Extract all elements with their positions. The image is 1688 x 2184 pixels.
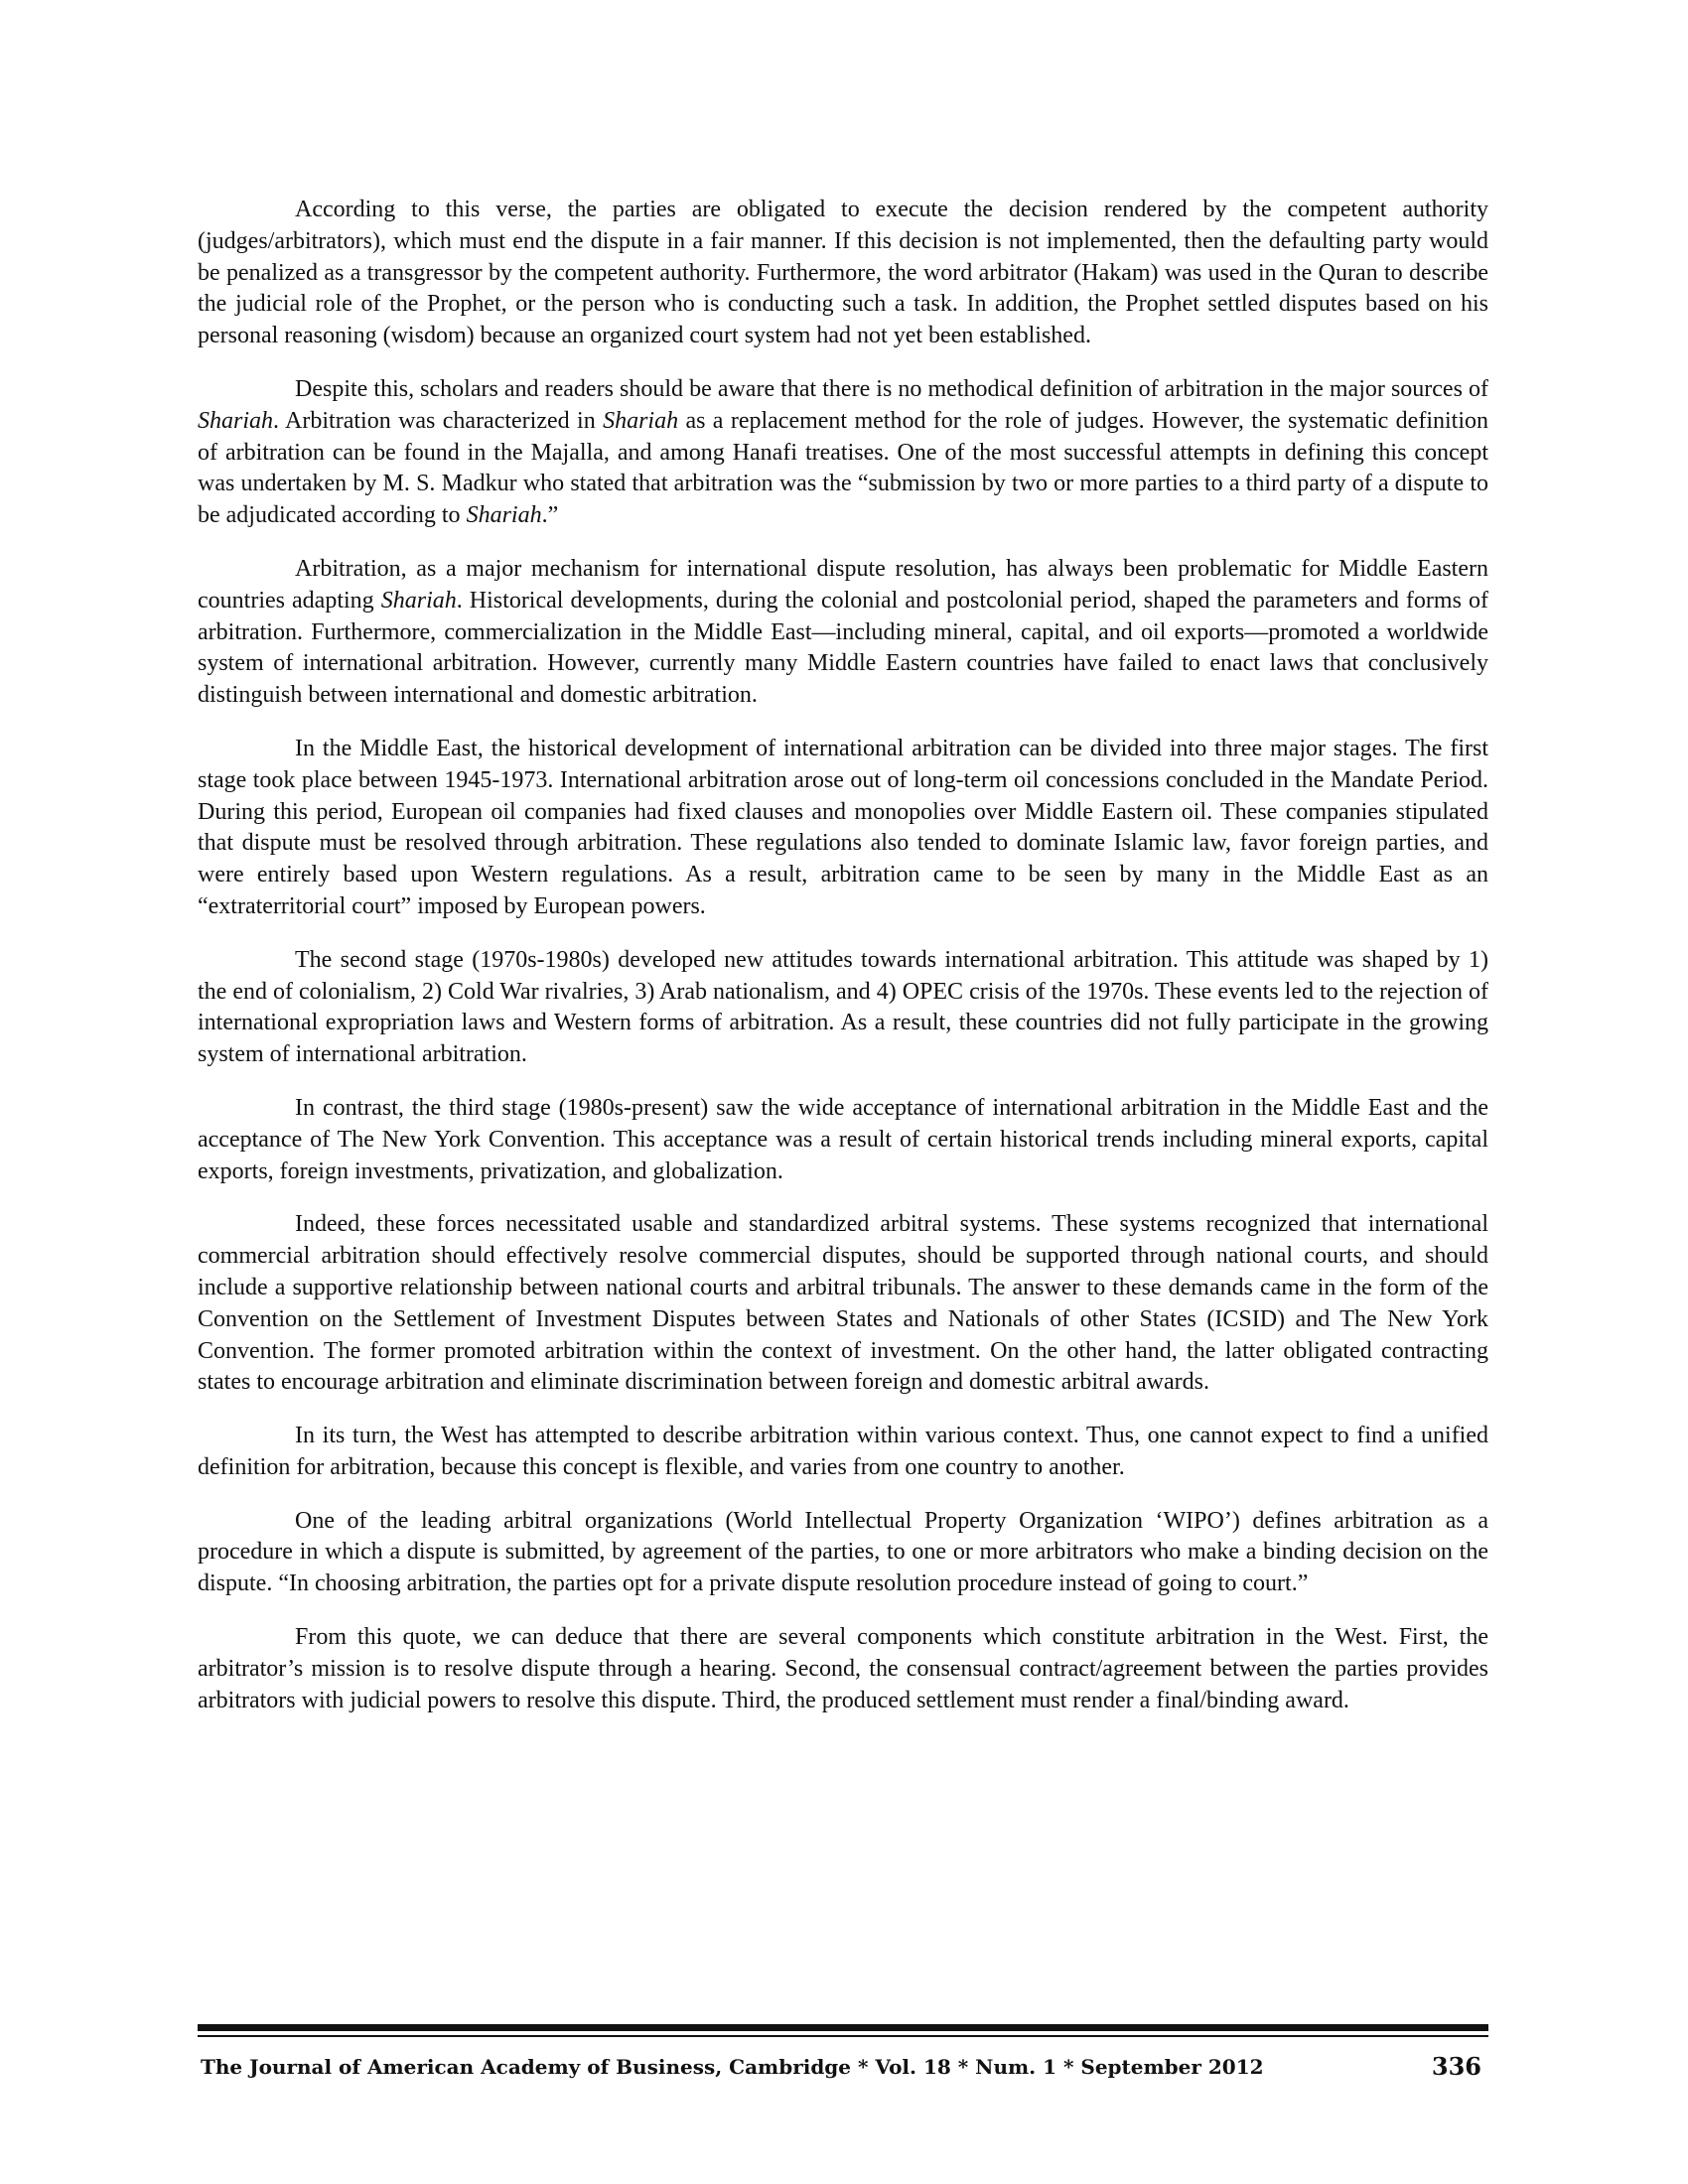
paragraph: According to this verse, the parties are obligated to execute the decision rendered by the competent authority (judges/arbitrators), which must end the dispute in a fair manner. If this decision is not implemented, then the defaulting party would be penalized as a transgressor by the competent authority. Furthermore, the word arbitrator (Hakam) was used in the Quran to describe the judicial role of the Prophet, or the person who is conducting such a task. In addition, the Prophet settled disputes based on his personal reasoning (wisdom) because an organized court system had not yet been established. (198, 197, 1488, 349)
paragraph: The second stage (1970s-1980s) developed new attitudes towards international arbitration. This attitude was shaped by 1) the end of colonialism, 2) Cold War rivalries, 3) Arab nationalism, and 4) OPEC crisis of the 1970s. These events led to the rejection of international expropriation laws and Western forms of arbitration. As a result, these countries did not fully participate in the growing system of international arbitration. (198, 946, 1488, 1068)
page-body (198, 195, 1488, 1738)
paragraph: In the Middle East, the historical development of international arbitration can be divided into three major stages. The first stage took place between 1945-1973. International arbitration arose out of long-term oil concessions concluded in the Mandate Period. During this period, European oil companies had fixed clauses and monopolies over Middle Eastern oil. These companies stipulated that dispute must be resolved through arbitration. These regulations also tended to dominate Islamic law, favor foreign parties, and were entirely based upon Western regulations. As a result, arbitration came to be seen by many in the Middle East as an “extraterritorial court” imposed by European powers. (198, 735, 1488, 919)
paragraph: One of the leading arbitral organizations (World Intellectual Property Organization ‘WIPO’) defines arbitration as a procedure in which a dispute is submitted, by agreement of the parties, to one or more arbitrators who make a binding decision on the dispute. “In choosing arbitration, the parties opt for a private dispute resolution procedure instead of going to court.” (198, 1507, 1488, 1597)
paragraph: Indeed, these forces necessitated usable and standardized arbitral systems. These systems recognized that international commercial arbitration should effectively resolve commercial disputes, should be supported through national courts, and should include a supportive relationship between national courts and arbitral tribunals. The answer to these demands came in the form of the Convention on the Settlement of Investment Disputes between States and Nationals of other States (ICSID) and The New York Convention. The former promoted arbitration within the context of investment. On the other hand, the latter obligated contracting states to encourage arbitration and eliminate discrimination between foreign and domestic arbitral awards. (198, 1211, 1488, 1396)
paragraph: From this quote, we can deduce that there are several components which constitute arbitration in the West. First, the arbitrator’s mission is to resolve dispute through a hearing. Second, the consensual contract/agreement between the parties provides arbitrators with judicial powers to resolve this dispute. Third, the produced settlement must render a final/binding award. (198, 1624, 1488, 1713)
footer-rule-thick (198, 2024, 1488, 2031)
paragraph: In its turn, the West has attempted to describe arbitration within various context. Thus, one cannot expect to find a unified definition for arbitration, because this concept is flexible, and varies from one country to another. (198, 1423, 1488, 1480)
paragraph: Arbitration, as a major mechanism for international dispute resolution, has always been problematic for Middle Eastern countries adapting Shariah. Historical developments, during the colonial and postcolonial period, shaped the parameters and forms of arbitration. Furthermore, commercialization in the Middle East—including mineral, capital, and oil exports—promoted a worldwide system of international arbitration. However, currently many Middle Eastern countries have failed to enact laws that conclusively distinguish between international and domestic arbitration. (198, 555, 1488, 709)
paragraph: In contrast, the third stage (1980s-present) saw the wide acceptance of international arbitration in the Middle East and the acceptance of The New York Convention. This acceptance was a result of certain historical trends including mineral exports, capital exports, foreign investments, privatization, and globalization. (198, 1094, 1488, 1184)
page-number: 336 (1431, 2052, 1481, 2081)
paragraph: Despite this, scholars and readers should be aware that there is no methodical definition of arbitration in the major sources of Shariah. Arbitration was characterized in Shariah as a replacement method for the role of judges. However, the systematic definition of arbitration can be found in the Majalla, and among Hanafi treatises. One of the most successful attempts in defining this concept was undertaken by M. S. Madkur who stated that arbitration was the “submission by two or more parties to a third party of a dispute to be adjudicated according to Shariah.” (198, 375, 1488, 529)
footer-rule-thin (198, 2035, 1488, 2037)
page-footer (201, 2051, 1481, 2083)
journal-citation: The Journal of American Academy of Business, Cambridge * Vol. 18 * Num. 1 * September 2012 (201, 2055, 1264, 2079)
